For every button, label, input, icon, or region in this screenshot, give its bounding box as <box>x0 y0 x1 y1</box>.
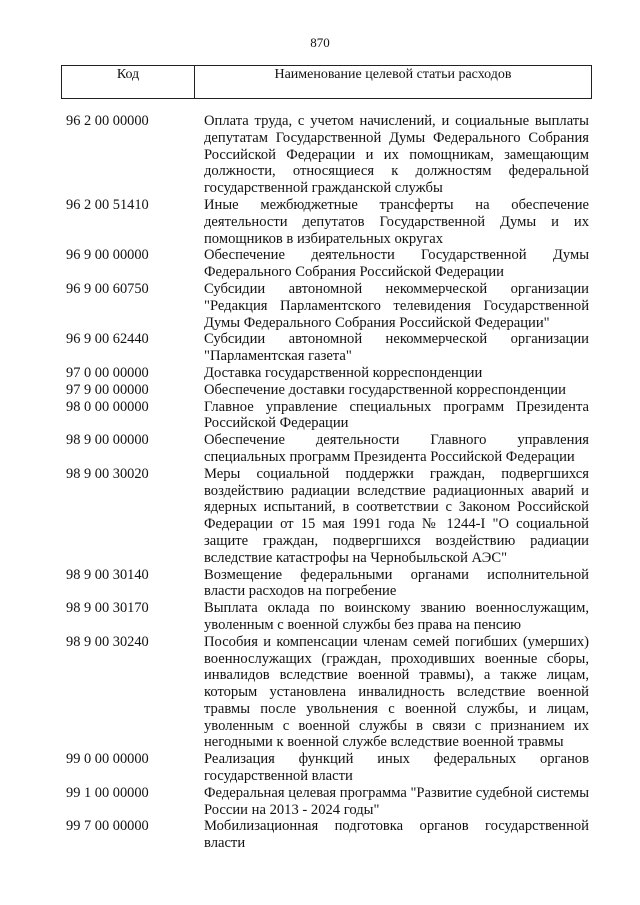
table-row <box>0 197 640 247</box>
table-row <box>0 365 640 382</box>
table-row <box>0 600 640 634</box>
row-name: Возмещение федеральными органами исполнительной власти расходов на погребение <box>204 566 589 600</box>
table-row <box>0 432 640 466</box>
row-code: 98 9 00 30020 <box>66 465 149 482</box>
row-code: 98 9 00 30140 <box>66 566 149 583</box>
name-column-header: Наименование целевой статьи расходов <box>274 67 512 82</box>
row-code: 99 7 00 00000 <box>66 818 149 835</box>
row-name: Пособия и компенсации членам семей погибших (умерших) военнослужащих (граждан, проходивших военные сборы, инвалидов вследствие военной травмы), а также лицам, которым установлена инвалидность вследствие военной травмы после увольнения с военной службы, и лицам, уволенным с военной службы в связи с признанием их негодными к военной службе вследствие военной травмы <box>204 633 589 751</box>
table-row <box>0 567 640 601</box>
table-row <box>0 281 640 331</box>
table-row <box>0 399 640 433</box>
row-code: 99 0 00 00000 <box>66 751 149 768</box>
row-code: 97 9 00 00000 <box>66 381 149 398</box>
table-row <box>0 331 640 365</box>
table-row <box>0 818 640 852</box>
table-row <box>0 785 640 819</box>
row-code: 96 9 00 00000 <box>66 247 149 264</box>
row-code: 98 9 00 30240 <box>66 633 149 650</box>
table-row <box>0 382 640 399</box>
table-row <box>0 113 640 197</box>
row-name: Оплата труда, с учетом начислений, и социальные выплаты депутатам Государственной Думы Федерального Собрания Российской Федерации и их помощникам, замещающим должности, относящиеся к должностям федеральной государственной гражданской службы <box>204 113 589 197</box>
row-name: Мобилизационная подготовка органов государственной власти <box>204 818 589 852</box>
table-header <box>61 65 592 99</box>
row-code: 96 9 00 60750 <box>66 280 149 297</box>
row-name: Федеральная целевая программа "Развитие судебной системы России на 2013 - 2024 годы" <box>204 784 589 818</box>
row-code: 96 9 00 62440 <box>66 331 149 348</box>
row-code: 97 0 00 00000 <box>66 364 149 381</box>
row-code: 98 9 00 30170 <box>66 600 149 617</box>
row-name: Обеспечение деятельности Государственной Думы Федерального Собрания Российской Федерации <box>204 247 589 281</box>
row-name: Реализация функций иных федеральных органов государственной власти <box>204 751 589 785</box>
table-row <box>0 751 640 785</box>
row-code: 96 2 00 51410 <box>66 196 149 213</box>
row-name: Главное управление специальных программ Президента Российской Федерации <box>204 398 589 432</box>
row-code: 98 9 00 00000 <box>66 432 149 449</box>
row-code: 98 0 00 00000 <box>66 398 149 415</box>
page-number: 870 <box>310 35 330 50</box>
table-row <box>0 466 640 567</box>
table-row <box>0 247 640 281</box>
row-name: Субсидии автономной некоммерческой организации "Парламентская газета" <box>204 331 589 365</box>
table-row <box>0 634 640 752</box>
row-name: Обеспечение доставки государственной корреспонденции <box>204 381 566 398</box>
row-code: 96 2 00 00000 <box>66 113 149 129</box>
expense-items-list <box>0 113 640 852</box>
row-name: Обеспечение деятельности Главного управления специальных программ Президента Российской Федерации <box>204 432 589 465</box>
row-name: Доставка государственной корреспонденции <box>204 364 483 381</box>
row-name: Выплата оклада по воинскому званию военнослужащим, уволенным с военной службы без права на пенсию <box>204 600 589 633</box>
row-code: 99 1 00 00000 <box>66 784 149 801</box>
row-name: Иные межбюджетные трансферты на обеспечение деятельности депутатов Государственной Думы и их помощников в избирательных округах <box>204 196 589 247</box>
code-column-header: Код <box>62 66 195 98</box>
row-name: Меры социальной поддержки граждан, подвергшихся воздействию радиации вследствие радиационных аварий и ядерных испытаний, в соответствии с Законом Российской Федерации от 15 мая 1991 года № 1244-I "О социальной защите граждан, подвергшихся воздействию радиации вследствие катастрофы на Чернобыльской АЭС" <box>204 465 589 566</box>
row-name: Субсидии автономной некоммерческой организации "Редакция Парламентского телевидения Государственной Думы Федерального Собрания Российской Федерации" <box>204 280 589 331</box>
